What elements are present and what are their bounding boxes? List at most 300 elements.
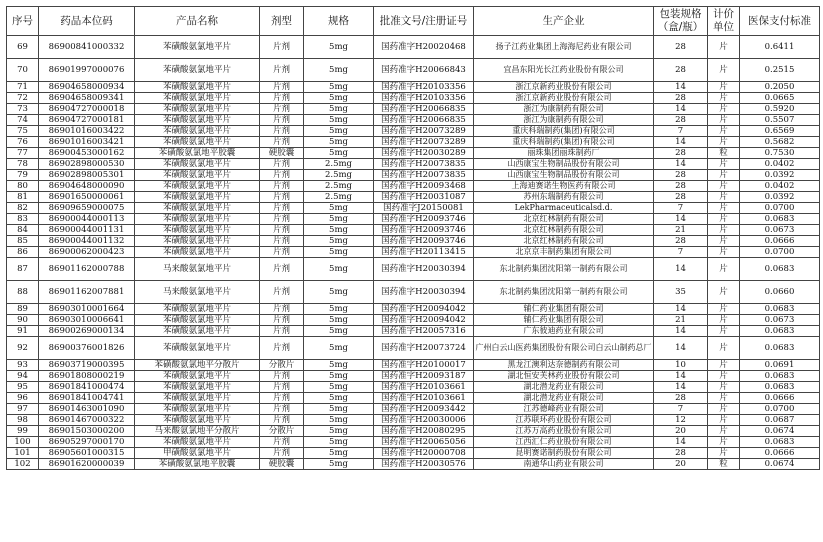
cell-pricing-unit: 片 xyxy=(708,415,740,426)
cell-dosage-form: 片剂 xyxy=(260,137,304,148)
cell-specification: 5mg xyxy=(304,115,374,126)
cell-insurance-price: 0.0683 xyxy=(740,326,820,337)
cell-specification: 5mg xyxy=(304,393,374,404)
cell-package-spec: 10 xyxy=(654,360,708,371)
table-row xyxy=(7,236,820,247)
cell-manufacturer: 浙江京新药业股份有限公司 xyxy=(474,82,654,93)
cell-approval-number: 国药准字H20093442 xyxy=(374,404,474,415)
table-row xyxy=(7,404,820,415)
cell-approval-number: 国药准字H20094042 xyxy=(374,304,474,315)
cell-dosage-form: 片剂 xyxy=(260,281,304,304)
cell-index: 83 xyxy=(7,214,39,225)
cell-dosage-form: 片剂 xyxy=(260,404,304,415)
cell-insurance-price: 0.0691 xyxy=(740,360,820,371)
cell-manufacturer: 重庆科瑞制药(集团)有限公司 xyxy=(474,126,654,137)
cell-package-spec: 14 xyxy=(654,104,708,115)
table-row xyxy=(7,104,820,115)
cell-pricing-unit: 片 xyxy=(708,104,740,115)
cell-package-spec: 14 xyxy=(654,337,708,360)
cell-manufacturer: 江苏联环药业股份有限公司 xyxy=(474,415,654,426)
cell-manufacturer: 湖北恒安芙林药业股份有限公司 xyxy=(474,371,654,382)
cell-specification: 5mg xyxy=(304,36,374,59)
cell-specification: 2.5mg xyxy=(304,192,374,203)
cell-manufacturer: 昆明赛诺制药股份有限公司 xyxy=(474,448,654,459)
table-row xyxy=(7,115,820,126)
cell-specification: 5mg xyxy=(304,104,374,115)
cell-dosage-form: 片剂 xyxy=(260,104,304,115)
cell-specification: 5mg xyxy=(304,137,374,148)
table-row xyxy=(7,382,820,393)
cell-manufacturer: 浙江为康制药有限公司 xyxy=(474,115,654,126)
cell-index: 82 xyxy=(7,203,39,214)
cell-approval-number: 国药准字H20030006 xyxy=(374,415,474,426)
cell-insurance-price: 0.6569 xyxy=(740,126,820,137)
header-approval-number: 批准文号/注册证号 xyxy=(374,7,474,36)
cell-manufacturer: 山西康宝生物制品股份有限公司 xyxy=(474,159,654,170)
cell-specification: 5mg xyxy=(304,281,374,304)
cell-pricing-unit: 片 xyxy=(708,181,740,192)
cell-package-spec: 28 xyxy=(654,236,708,247)
table-row xyxy=(7,225,820,236)
cell-package-spec: 7 xyxy=(654,203,708,214)
cell-insurance-price: 0.0700 xyxy=(740,404,820,415)
cell-approval-number: 国药准字H20094042 xyxy=(374,315,474,326)
cell-dosage-form: 片剂 xyxy=(260,236,304,247)
cell-approval-number: 国药准字H20093746 xyxy=(374,214,474,225)
cell-insurance-price: 0.0683 xyxy=(740,437,820,448)
cell-dosage-form: 片剂 xyxy=(260,82,304,93)
cell-specification: 5mg xyxy=(304,415,374,426)
cell-drug-code: 86901808000219 xyxy=(39,371,135,382)
cell-insurance-price: 0.0666 xyxy=(740,448,820,459)
cell-dosage-form: 片剂 xyxy=(260,337,304,360)
cell-product-name: 苯磺酸氨氯地平片 xyxy=(135,371,260,382)
cell-drug-code: 86901162000788 xyxy=(39,258,135,281)
cell-approval-number: 国药准字H20030394 xyxy=(374,281,474,304)
cell-product-name: 苯磺酸氨氯地平片 xyxy=(135,59,260,82)
cell-pricing-unit: 片 xyxy=(708,315,740,326)
cell-pricing-unit: 片 xyxy=(708,225,740,236)
cell-product-name: 苯磺酸氨氯地平片 xyxy=(135,337,260,360)
cell-drug-code: 86904658000934 xyxy=(39,82,135,93)
cell-dosage-form: 片剂 xyxy=(260,437,304,448)
cell-index: 69 xyxy=(7,36,39,59)
cell-pricing-unit: 片 xyxy=(708,236,740,247)
cell-package-spec: 28 xyxy=(654,59,708,82)
cell-index: 76 xyxy=(7,137,39,148)
cell-package-spec: 20 xyxy=(654,459,708,470)
cell-manufacturer: 湖北潜龙药业有限公司 xyxy=(474,393,654,404)
table-row xyxy=(7,326,820,337)
cell-pricing-unit: 片 xyxy=(708,137,740,148)
cell-dosage-form: 片剂 xyxy=(260,371,304,382)
cell-product-name: 苯磺酸氨氯地平片 xyxy=(135,214,260,225)
cell-index: 73 xyxy=(7,104,39,115)
cell-drug-code: 86900044001131 xyxy=(39,225,135,236)
cell-package-spec: 35 xyxy=(654,281,708,304)
cell-dosage-form: 硬胶囊 xyxy=(260,459,304,470)
cell-package-spec: 14 xyxy=(654,258,708,281)
cell-dosage-form: 片剂 xyxy=(260,304,304,315)
table-row xyxy=(7,360,820,371)
cell-approval-number: 国药准字H20073835 xyxy=(374,159,474,170)
cell-approval-number: 国药准字H20030576 xyxy=(374,459,474,470)
cell-package-spec: 28 xyxy=(654,181,708,192)
cell-pricing-unit: 片 xyxy=(708,371,740,382)
cell-manufacturer: 北京红林制药有限公司 xyxy=(474,236,654,247)
table-row xyxy=(7,192,820,203)
table-row xyxy=(7,371,820,382)
cell-product-name: 苯磺酸氨氯地平片 xyxy=(135,115,260,126)
cell-specification: 5mg xyxy=(304,148,374,159)
cell-drug-code: 86901997000076 xyxy=(39,59,135,82)
cell-package-spec: 7 xyxy=(654,404,708,415)
cell-insurance-price: 0.0674 xyxy=(740,426,820,437)
cell-product-name: 苯磺酸氨氯地平胶囊 xyxy=(135,459,260,470)
cell-index: 86 xyxy=(7,247,39,258)
cell-index: 95 xyxy=(7,382,39,393)
cell-pricing-unit: 片 xyxy=(708,437,740,448)
cell-index: 92 xyxy=(7,337,39,360)
cell-approval-number: 国药准字H20065056 xyxy=(374,437,474,448)
cell-approval-number: 国药准字H20093746 xyxy=(374,236,474,247)
cell-drug-code: 86901467000322 xyxy=(39,415,135,426)
cell-specification: 5mg xyxy=(304,371,374,382)
cell-specification: 5mg xyxy=(304,404,374,415)
cell-dosage-form: 片剂 xyxy=(260,36,304,59)
cell-insurance-price: 0.0683 xyxy=(740,214,820,225)
cell-pricing-unit: 片 xyxy=(708,93,740,104)
cell-approval-number: 国药准字H20073289 xyxy=(374,126,474,137)
cell-product-name: 苯磺酸氨氯地平片 xyxy=(135,170,260,181)
table-body xyxy=(7,36,820,470)
cell-index: 96 xyxy=(7,393,39,404)
cell-package-spec: 28 xyxy=(654,192,708,203)
cell-insurance-price: 0.0683 xyxy=(740,337,820,360)
cell-drug-code: 86900841000332 xyxy=(39,36,135,59)
cell-manufacturer: 浙江为康制药有限公司 xyxy=(474,104,654,115)
cell-insurance-price: 0.5920 xyxy=(740,104,820,115)
cell-package-spec: 28 xyxy=(654,93,708,104)
table-row xyxy=(7,159,820,170)
cell-drug-code: 86901016003422 xyxy=(39,126,135,137)
cell-package-spec: 14 xyxy=(654,371,708,382)
cell-drug-code: 86901620000039 xyxy=(39,459,135,470)
cell-drug-code: 86900044001132 xyxy=(39,236,135,247)
cell-approval-number: 国药准字H20073835 xyxy=(374,170,474,181)
cell-pricing-unit: 粒 xyxy=(708,148,740,159)
header-dosage-form: 剂型 xyxy=(260,7,304,36)
cell-drug-code: 86905601000315 xyxy=(39,448,135,459)
cell-dosage-form: 片剂 xyxy=(260,258,304,281)
cell-product-name: 苯磺酸氨氯地平片 xyxy=(135,126,260,137)
table-row xyxy=(7,126,820,137)
cell-index: 75 xyxy=(7,126,39,137)
cell-pricing-unit: 片 xyxy=(708,337,740,360)
cell-package-spec: 14 xyxy=(654,82,708,93)
cell-pricing-unit: 粒 xyxy=(708,459,740,470)
cell-product-name: 马来酸氨氯地平片 xyxy=(135,281,260,304)
cell-manufacturer: 江苏德峰药业有限公司 xyxy=(474,404,654,415)
cell-specification: 5mg xyxy=(304,326,374,337)
table-row xyxy=(7,448,820,459)
cell-dosage-form: 片剂 xyxy=(260,59,304,82)
cell-insurance-price: 0.0683 xyxy=(740,382,820,393)
cell-package-spec: 14 xyxy=(654,437,708,448)
cell-product-name: 苯磺酸氨氯地平片 xyxy=(135,93,260,104)
cell-drug-code: 86903010006641 xyxy=(39,315,135,326)
cell-drug-code: 86904648000090 xyxy=(39,181,135,192)
cell-package-spec: 28 xyxy=(654,393,708,404)
cell-product-name: 苯磺酸氨氯地平片 xyxy=(135,137,260,148)
cell-drug-code: 86900269000134 xyxy=(39,326,135,337)
cell-manufacturer: LekPharmaceuticalsd.d. xyxy=(474,203,654,214)
cell-approval-number: 国药准字H20073289 xyxy=(374,137,474,148)
cell-specification: 2.5mg xyxy=(304,181,374,192)
cell-insurance-price: 0.0666 xyxy=(740,236,820,247)
cell-approval-number: 国药准字H20066843 xyxy=(374,59,474,82)
cell-manufacturer: 山西康宝生物制品股份有限公司 xyxy=(474,170,654,181)
cell-specification: 5mg xyxy=(304,126,374,137)
cell-dosage-form: 片剂 xyxy=(260,315,304,326)
table-row xyxy=(7,137,820,148)
cell-approval-number: 国药准字H20073724 xyxy=(374,337,474,360)
cell-product-name: 甲磺酸氨氯地平片 xyxy=(135,448,260,459)
cell-package-spec: 21 xyxy=(654,225,708,236)
cell-index: 93 xyxy=(7,360,39,371)
cell-package-spec: 14 xyxy=(654,214,708,225)
cell-product-name: 苯磺酸氨氯地平片 xyxy=(135,236,260,247)
cell-product-name: 苯磺酸氨氯地平片 xyxy=(135,304,260,315)
cell-product-name: 苯磺酸氨氯地平片 xyxy=(135,104,260,115)
cell-approval-number: 国药准字H20000708 xyxy=(374,448,474,459)
cell-insurance-price: 0.7530 xyxy=(740,148,820,159)
cell-index: 74 xyxy=(7,115,39,126)
cell-package-spec: 20 xyxy=(654,426,708,437)
cell-approval-number: 国药准字H20093468 xyxy=(374,181,474,192)
cell-approval-number: 国药准字H20020468 xyxy=(374,36,474,59)
cell-pricing-unit: 片 xyxy=(708,115,740,126)
cell-product-name: 苯磺酸氨氯地平片 xyxy=(135,36,260,59)
cell-insurance-price: 0.0392 xyxy=(740,170,820,181)
table-row xyxy=(7,148,820,159)
cell-specification: 5mg xyxy=(304,315,374,326)
cell-dosage-form: 片剂 xyxy=(260,247,304,258)
cell-manufacturer: 苏州东瑞制药有限公司 xyxy=(474,192,654,203)
cell-pricing-unit: 片 xyxy=(708,326,740,337)
cell-drug-code: 86902898005301 xyxy=(39,170,135,181)
cell-product-name: 苯磺酸氨氯地平胶囊 xyxy=(135,148,260,159)
cell-specification: 5mg xyxy=(304,426,374,437)
cell-index: 91 xyxy=(7,326,39,337)
cell-drug-code: 86900044000113 xyxy=(39,214,135,225)
cell-index: 85 xyxy=(7,236,39,247)
cell-specification: 5mg xyxy=(304,93,374,104)
cell-approval-number: 国药准字H20080295 xyxy=(374,426,474,437)
cell-pricing-unit: 片 xyxy=(708,281,740,304)
header-product-name: 产品名称 xyxy=(135,7,260,36)
cell-manufacturer: 辅仁药业集团有限公司 xyxy=(474,315,654,326)
cell-drug-code: 86901841004741 xyxy=(39,393,135,404)
header-specification: 规格 xyxy=(304,7,374,36)
cell-product-name: 苯磺酸氨氯地平片 xyxy=(135,415,260,426)
cell-index: 90 xyxy=(7,315,39,326)
cell-dosage-form: 片剂 xyxy=(260,415,304,426)
cell-drug-code: 86904658009341 xyxy=(39,93,135,104)
cell-package-spec: 21 xyxy=(654,315,708,326)
cell-index: 87 xyxy=(7,258,39,281)
header-insurance-price: 医保支付标准 xyxy=(740,7,820,36)
cell-product-name: 苯磺酸氨氯地平片 xyxy=(135,393,260,404)
cell-package-spec: 14 xyxy=(654,326,708,337)
cell-manufacturer: 东北制药集团沈阳第一制药有限公司 xyxy=(474,281,654,304)
cell-specification: 5mg xyxy=(304,214,374,225)
cell-dosage-form: 片剂 xyxy=(260,192,304,203)
cell-index: 77 xyxy=(7,148,39,159)
header-drug-code: 药品本位码 xyxy=(39,7,135,36)
cell-approval-number: 国药准字J20150081 xyxy=(374,203,474,214)
cell-dosage-form: 片剂 xyxy=(260,382,304,393)
table-row xyxy=(7,426,820,437)
cell-approval-number: 国药准字H20103356 xyxy=(374,93,474,104)
cell-package-spec: 14 xyxy=(654,159,708,170)
cell-drug-code: 86902898000530 xyxy=(39,159,135,170)
cell-approval-number: 国药准字H20030289 xyxy=(374,148,474,159)
cell-index: 99 xyxy=(7,426,39,437)
header-package-spec: 包装规格（盒/瓶） xyxy=(654,7,708,36)
table-row xyxy=(7,315,820,326)
cell-insurance-price: 0.0683 xyxy=(740,371,820,382)
cell-dosage-form: 分散片 xyxy=(260,426,304,437)
cell-drug-code: 86900376001826 xyxy=(39,337,135,360)
cell-approval-number: 国药准字H20103661 xyxy=(374,393,474,404)
cell-pricing-unit: 片 xyxy=(708,82,740,93)
table-row xyxy=(7,437,820,448)
cell-manufacturer: 北京红林制药有限公司 xyxy=(474,225,654,236)
cell-manufacturer: 北京红林制药有限公司 xyxy=(474,214,654,225)
cell-product-name: 苯磺酸氨氯地平分散片 xyxy=(135,360,260,371)
cell-insurance-price: 0.2050 xyxy=(740,82,820,93)
cell-product-name: 苯磺酸氨氯地平片 xyxy=(135,437,260,448)
cell-specification: 2.5mg xyxy=(304,170,374,181)
cell-specification: 5mg xyxy=(304,304,374,315)
cell-drug-code: 86901463001090 xyxy=(39,404,135,415)
table-row xyxy=(7,93,820,104)
cell-specification: 5mg xyxy=(304,247,374,258)
cell-dosage-form: 片剂 xyxy=(260,203,304,214)
cell-package-spec: 28 xyxy=(654,148,708,159)
header-pricing-unit: 计价单位 xyxy=(708,7,740,36)
table-row xyxy=(7,415,820,426)
cell-index: 71 xyxy=(7,82,39,93)
cell-insurance-price: 0.0687 xyxy=(740,415,820,426)
cell-product-name: 苯磺酸氨氯地平片 xyxy=(135,203,260,214)
cell-drug-code: 86903719000395 xyxy=(39,360,135,371)
cell-drug-code: 86901841000474 xyxy=(39,382,135,393)
cell-dosage-form: 片剂 xyxy=(260,93,304,104)
cell-manufacturer: 重庆科瑞制药(集团)有限公司 xyxy=(474,137,654,148)
cell-drug-code: 86903010001664 xyxy=(39,304,135,315)
cell-specification: 5mg xyxy=(304,82,374,93)
cell-drug-code: 86901162007881 xyxy=(39,281,135,304)
cell-index: 84 xyxy=(7,225,39,236)
cell-drug-code: 86909659000075 xyxy=(39,203,135,214)
table-row xyxy=(7,214,820,225)
cell-product-name: 苯磺酸氨氯地平片 xyxy=(135,159,260,170)
cell-dosage-form: 片剂 xyxy=(260,393,304,404)
cell-package-spec: 7 xyxy=(654,126,708,137)
table-row xyxy=(7,203,820,214)
cell-pricing-unit: 片 xyxy=(708,404,740,415)
cell-package-spec: 14 xyxy=(654,382,708,393)
cell-insurance-price: 0.5507 xyxy=(740,115,820,126)
cell-package-spec: 28 xyxy=(654,115,708,126)
cell-manufacturer: 丽珠集团丽珠制药厂 xyxy=(474,148,654,159)
cell-product-name: 苯磺酸氨氯地平片 xyxy=(135,382,260,393)
cell-manufacturer: 江苏万高药业股份有限公司 xyxy=(474,426,654,437)
drug-price-table xyxy=(6,6,820,470)
cell-pricing-unit: 片 xyxy=(708,426,740,437)
cell-manufacturer: 广东彼迪药业有限公司 xyxy=(474,326,654,337)
cell-pricing-unit: 片 xyxy=(708,36,740,59)
table-header-row xyxy=(7,7,820,36)
cell-specification: 5mg xyxy=(304,459,374,470)
cell-drug-code: 86900453000162 xyxy=(39,148,135,159)
cell-insurance-price: 0.0673 xyxy=(740,315,820,326)
cell-specification: 5mg xyxy=(304,360,374,371)
table-row xyxy=(7,247,820,258)
table-row xyxy=(7,181,820,192)
cell-product-name: 苯磺酸氨氯地平片 xyxy=(135,181,260,192)
cell-index: 94 xyxy=(7,371,39,382)
cell-manufacturer: 浙江京新药业股份有限公司 xyxy=(474,93,654,104)
cell-approval-number: 国药准字H20093187 xyxy=(374,371,474,382)
cell-package-spec: 12 xyxy=(654,415,708,426)
cell-specification: 5mg xyxy=(304,258,374,281)
cell-approval-number: 国药准字H20100017 xyxy=(374,360,474,371)
table-row xyxy=(7,258,820,281)
cell-manufacturer: 黑龙江澳利达奈德制药有限公司 xyxy=(474,360,654,371)
cell-approval-number: 国药准字H20093746 xyxy=(374,225,474,236)
table-row xyxy=(7,459,820,470)
cell-product-name: 苯磺酸氨氯地平片 xyxy=(135,315,260,326)
cell-approval-number: 国药准字H20030394 xyxy=(374,258,474,281)
cell-insurance-price: 0.0392 xyxy=(740,192,820,203)
cell-approval-number: 国药准字H20057316 xyxy=(374,326,474,337)
table-row xyxy=(7,393,820,404)
cell-pricing-unit: 片 xyxy=(708,360,740,371)
cell-insurance-price: 0.0402 xyxy=(740,159,820,170)
cell-product-name: 马来酸氨氯地平片 xyxy=(135,258,260,281)
cell-index: 80 xyxy=(7,181,39,192)
cell-specification: 5mg xyxy=(304,437,374,448)
cell-product-name: 马来酸氨氯地平分散片 xyxy=(135,426,260,437)
cell-manufacturer: 北京京丰制药集团有限公司 xyxy=(474,247,654,258)
table-row xyxy=(7,82,820,93)
cell-pricing-unit: 片 xyxy=(708,192,740,203)
cell-index: 70 xyxy=(7,59,39,82)
cell-drug-code: 86901503000200 xyxy=(39,426,135,437)
cell-specification: 5mg xyxy=(304,225,374,236)
cell-product-name: 苯磺酸氨氯地平片 xyxy=(135,192,260,203)
cell-insurance-price: 0.0700 xyxy=(740,203,820,214)
cell-insurance-price: 0.0673 xyxy=(740,225,820,236)
cell-pricing-unit: 片 xyxy=(708,247,740,258)
cell-index: 79 xyxy=(7,170,39,181)
cell-index: 102 xyxy=(7,459,39,470)
cell-index: 89 xyxy=(7,304,39,315)
cell-insurance-price: 0.0674 xyxy=(740,459,820,470)
